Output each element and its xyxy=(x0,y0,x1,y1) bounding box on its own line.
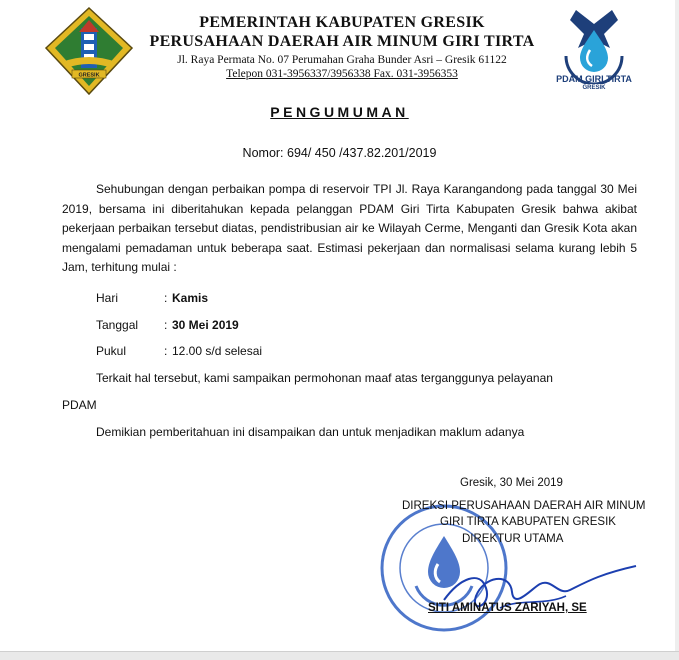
schedule-time-label: Pukul xyxy=(96,344,127,358)
letterhead-phone: Telepon 031-3956337/3956338 Fax. 031-3956353 xyxy=(226,68,458,80)
body-paragraph: Sehubungan dengan perbaikan pompa di reservoir TPI Jl. Raya Karangandong pada tanggal 30 Mei 2019, bersama ini diberitahukan kepada pelanggan PDAM Giri Tirta Kabupaten Gresik bahwa akibat pekerjaan perbaikan tersebut diatas, pendistribusian air ke Wilayah Cerme, Menganti dan Gresik Kota akan mengalami pemadaman untuk beberapa saat. Estimasi pekerjaan dan normalisasi selama kurang lebih 5 Jam, terhitung mulai : xyxy=(62,182,637,274)
signature-org-line-2: GIRI TIRTA KABUPATEN GRESIK xyxy=(440,516,616,528)
schedule-day-label: Hari xyxy=(96,291,119,305)
document-title: PENGUMUMAN xyxy=(270,104,409,120)
handwritten-signature-icon xyxy=(440,548,640,628)
frame-bottom-edge xyxy=(0,651,679,660)
pdam-logo-caption: PDAM GIRI TIRTA xyxy=(556,74,632,84)
schedule-day-colon: : xyxy=(164,291,168,305)
frame-right-edge xyxy=(675,0,679,660)
letterhead-address: Jl. Raya Permata No. 07 Perumahan Graha Bunder Asri – Gresik 61122 xyxy=(177,54,507,66)
gresik-emblem-icon xyxy=(44,6,134,96)
schedule-time-value: 12.00 s/d selesai xyxy=(172,344,263,358)
letterhead-government: PEMERINTAH KABUPATEN GRESIK xyxy=(199,14,485,31)
signature-position: DIREKTUR UTAMA xyxy=(462,533,564,545)
letterhead-company: PERUSAHAAN DAERAH AIR MINUM GIRI TIRTA xyxy=(149,33,535,50)
pdam-logo-subcaption: GRESIK xyxy=(582,85,606,91)
schedule-day-value: Kamis xyxy=(172,291,209,305)
signatory-name: SITI AMINATUS ZARIYAH, SE xyxy=(428,602,587,614)
closing-line: Demikian pemberitahuan ini disampaikan dan untuk menjadikan maklum adanya xyxy=(96,425,525,439)
schedule-date-label: Tanggal xyxy=(96,318,139,332)
signature-org-line-1: DIREKSI PERUSAHAAN DAERAH AIR MINUM xyxy=(402,500,646,512)
schedule-date-colon: : xyxy=(164,318,168,332)
emblem-text: GRESIK xyxy=(78,72,100,79)
pdam-logo-icon xyxy=(556,4,632,84)
apology-line: Terkait hal tersebut, kami sampaikan permohonan maaf atas terganggunya pelayanan xyxy=(96,371,553,385)
schedule-time-colon: : xyxy=(164,344,168,358)
document-number: Nomor: 694/ 450 /437.82.201/2019 xyxy=(242,146,437,160)
place-date: Gresik, 30 Mei 2019 xyxy=(460,477,563,489)
apology-line-continued: PDAM xyxy=(62,398,97,412)
schedule-date-value: 30 Mei 2019 xyxy=(172,318,239,332)
